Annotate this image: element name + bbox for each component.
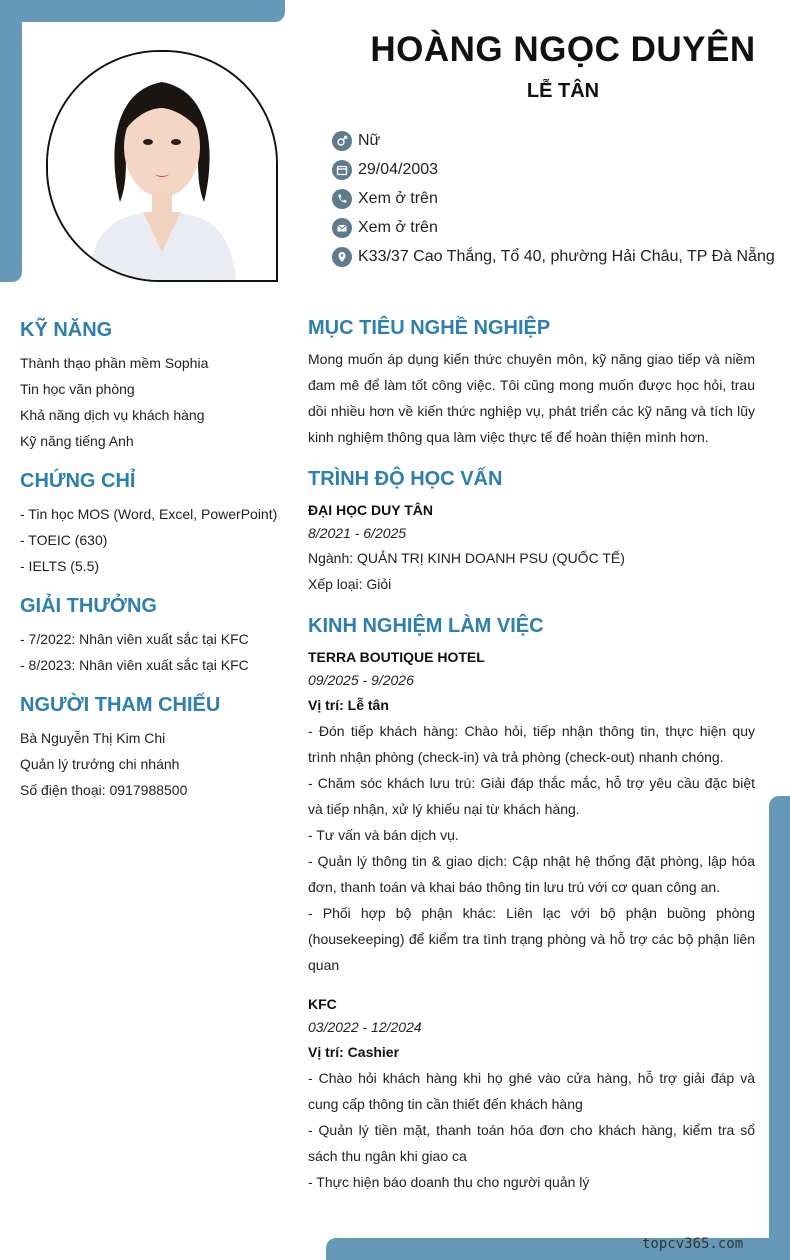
reference-item: Số điện thoại: 0917988500 — [20, 782, 188, 798]
education-major: Ngành: QUẢN TRỊ KINH DOANH PSU (QUỐC TẾ) — [308, 550, 625, 566]
references-heading: NGƯỜI THAM CHIẾU — [20, 694, 221, 716]
watermark: topcv365.com — [642, 1236, 744, 1252]
gender-icon — [332, 131, 352, 151]
job-title: LỄ TÂN — [526, 80, 600, 102]
objective-text: Mong muốn áp dụng kiến thức chuyên môn, kỹ năng giao tiếp và niềm đam mê để làm tốt công việc. Tôi cũng mong muốn được học hỏi, trau dồi nhiều hơn về kiến thức nghiệp vụ, phát triển các kỹ năng và tích lũy kinh nghiệm thông qua làm việc thực tế để hoàn thiện mình hơn. — [308, 351, 755, 445]
job-position: Vị trí: Cashier — [308, 1044, 400, 1060]
certificate-item: - TOEIC (630) — [20, 532, 108, 548]
certificates-heading: CHỨNG CHỈ — [20, 470, 136, 492]
skill-item: Khả năng dịch vụ khách hàng — [20, 407, 205, 423]
skill-item: Kỹ năng tiếng Anh — [20, 433, 134, 449]
location-icon — [332, 247, 352, 267]
reference-item: Quản lý trưởng chi nhánh — [20, 756, 180, 772]
contact-email-text: Xem ở trên — [358, 219, 438, 236]
education-heading: TRÌNH ĐỘ HỌC VẤN — [308, 468, 503, 490]
profile-photo — [46, 50, 278, 282]
education-school: ĐẠI HỌC DUY TÂN — [308, 502, 433, 518]
job-duty: - Quản lý thông tin & giao dịch: Cập nhật hệ thống đặt phòng, lập hóa đơn, thanh toán và khai báo thông tin lưu trú với cơ quan công an. — [308, 853, 755, 895]
decor-bar-right — [769, 796, 790, 1260]
award-item: - 8/2023: Nhân viên xuất sắc tại KFC — [20, 657, 249, 673]
skill-item: Thành thạo phần mềm Sophia — [20, 355, 209, 371]
contact-birthdate — [332, 159, 438, 181]
contact-email — [332, 217, 438, 239]
job-period: 09/2025 - 9/2026 — [308, 672, 414, 688]
objective-heading: MỤC TIÊU NGHỀ NGHIỆP — [308, 317, 551, 339]
job-period: 03/2022 - 12/2024 — [308, 1019, 422, 1035]
job-duty: - Phối hợp bộ phận khác: Liên lạc với bộ phận buồng phòng (housekeeping) để kiểm tra tình trạng phòng và hỗ trợ các bộ phận liên quan — [308, 905, 755, 973]
skills-heading: KỸ NĂNG — [20, 319, 113, 341]
contact-gender — [332, 130, 380, 152]
job-duty: - Tư vấn và bán dịch vụ. — [308, 827, 459, 843]
candidate-name: HOÀNG NGỌC DUYÊN — [370, 30, 756, 69]
reference-item: Bà Nguyễn Thị Kim Chi — [20, 730, 166, 746]
certificate-item: - Tin học MOS (Word, Excel, PowerPoint) — [20, 506, 278, 522]
certificate-item: - IELTS (5.5) — [20, 558, 100, 574]
job-company: KFC — [308, 996, 337, 1012]
skill-item: Tin học văn phòng — [20, 381, 135, 397]
job-company: TERRA BOUTIQUE HOTEL — [308, 649, 485, 665]
portrait-illustration — [48, 52, 276, 280]
contact-address-text: K33/37 Cao Thắng, Tổ 40, phường Hải Châu, TP Đà Nẵng — [358, 248, 775, 265]
contact-phone — [332, 188, 438, 210]
decor-bar-top — [0, 0, 285, 22]
contact-phone-text: Xem ở trên — [358, 190, 438, 207]
awards-heading: GIẢI THƯỞNG — [20, 595, 157, 617]
award-item: - 7/2022: Nhân viên xuất sắc tại KFC — [20, 631, 249, 647]
education-grade: Xếp loại: Giỏi — [308, 576, 392, 592]
job-duty: - Chào hỏi khách hàng khi họ ghé vào cửa hàng, hỗ trợ giải đáp và cung cấp thông tin cần thiết đến khách hàng — [308, 1070, 755, 1112]
phone-icon — [332, 189, 352, 209]
contact-gender-text: Nữ — [358, 132, 381, 149]
education-period: 8/2021 - 6/2025 — [308, 525, 407, 541]
contact-birthdate-text: 29/04/2003 — [358, 161, 439, 178]
email-icon — [332, 218, 352, 238]
decor-bar-left — [0, 0, 22, 282]
job-duty: - Thực hiện báo doanh thu cho người quản lý — [308, 1174, 590, 1190]
job-duty: - Chăm sóc khách lưu trú: Giải đáp thắc mắc, hỗ trợ yêu cầu đặc biệt và tiếp nhận, xử lý khiếu nại từ khách hàng. — [308, 775, 755, 817]
job-duty: - Quản lý tiền mặt, thanh toán hóa đơn cho khách hàng, kiểm tra sổ sách thu ngân khi giao ca — [308, 1122, 755, 1164]
contact-address — [332, 246, 775, 268]
calendar-icon — [332, 160, 352, 180]
experience-heading: KINH NGHIỆM LÀM VIỆC — [308, 615, 544, 637]
job-position: Vị trí: Lễ tân — [308, 697, 389, 713]
job-duty: - Đón tiếp khách hàng: Chào hỏi, tiếp nhận thông tin, thực hiện quy trình nhận phòng (check-in) và trả phòng (check-out) nhanh chóng. — [308, 723, 755, 765]
